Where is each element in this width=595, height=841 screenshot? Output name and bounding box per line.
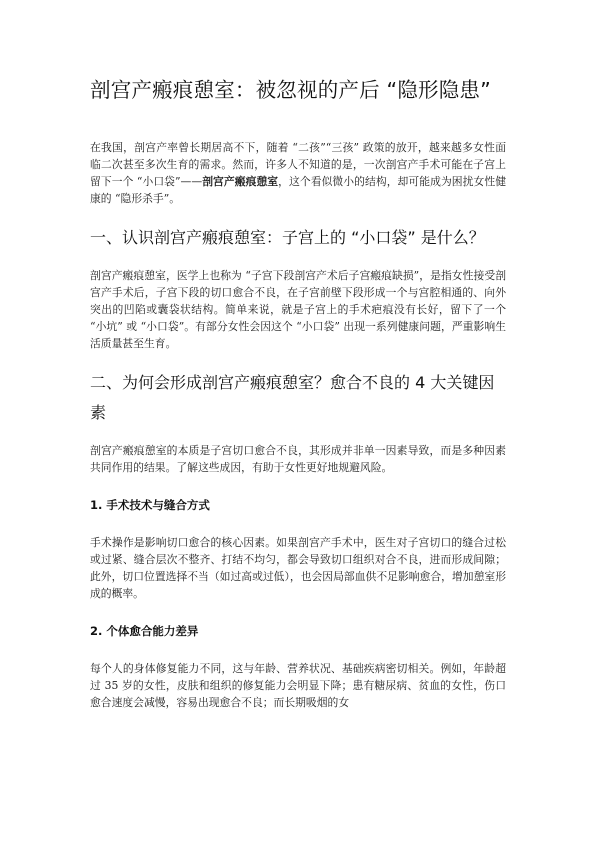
document-title: 剖宫产瘢痕憩室：被忽视的产后 “隐形隐患”: [90, 78, 491, 102]
subsection-1-heading: 1. 手术技术与缝合方式: [90, 498, 210, 512]
intro-bold-term: 剖宫产瘢痕憩室: [202, 175, 279, 188]
subsection-2-paragraph: 每个人的身体修复能力不同，这与年龄、营养状况、基础疾病密切相关。例如，年龄超过 35 岁的女性，皮肤和组织的修复能力会明显下降；患有糖尿病、贫血的女性，伤口愈合速度会减慢，容易出现愈合不良；而长期吸烟的女: [90, 662, 506, 709]
section-1-paragraph: 剖宫产瘢痕憩室，医学上也称为 “子宫下段剖宫产术后子宫瘢痕缺损”，是指女性接受剖宫产手术后，子宫下段的切口愈合不良，在子宫前壁下段形成一个与宫腔相通的、向外突出的凹陷或囊袋状结构。简单来说，就是子宫上的手术疤痕没有长好，留下了一个 “小坑” 或 “小口袋”。有部分女性会因这个 “小口袋” 出现一系列健康问题，严重影响生活质量甚至生育。: [90, 269, 506, 350]
intro-text-end: ，这个看似微小的结构，却可能成为困扰女性健康的 “隐形杀手”。: [90, 175, 507, 205]
document-body: [90, 76, 506, 711]
section-2-paragraph: 剖宫产瘢痕憩室的本质是子宫切口愈合不良，其形成并非单一因素导致，而是多种因素共同作用的结果。了解这些成因，有助于女性更好地规避风险。: [90, 444, 506, 474]
subsection-1-paragraph: 手术操作是影响切口愈合的核心因素。如果剖宫产手术中，医生对子宫切口的缝合过松或过紧、缝合层次不整齐、打结不均匀，都会导致切口组织对合不良，进而形成间隙；此外，切口位置选择不当（如过高或过低），也会因局部血供不足影响愈合，增加憩室形成的概率。: [90, 536, 506, 600]
intro-paragraph: [90, 139, 506, 207]
subsection-2-heading: 2. 个体愈合能力差异: [90, 624, 199, 638]
section-2-heading: 二、为何会形成剖宫产瘢痕憩室？愈合不良的 4 大关键因素: [90, 373, 495, 422]
intro-text-start: 在我国，剖宫产率曾长期居高不下，随着 “二孩”“三孩” 政策的放开，越来越多女性面临二次甚至多次生育的需求。然而，许多人不知道的是，一次剖宫产手术可能在子宫上留下一个 “小口袋”——: [90, 141, 506, 188]
section-1-heading: 一、认识剖宫产瘢痕憩室：子宫上的 “小口袋” 是什么？: [90, 228, 485, 247]
